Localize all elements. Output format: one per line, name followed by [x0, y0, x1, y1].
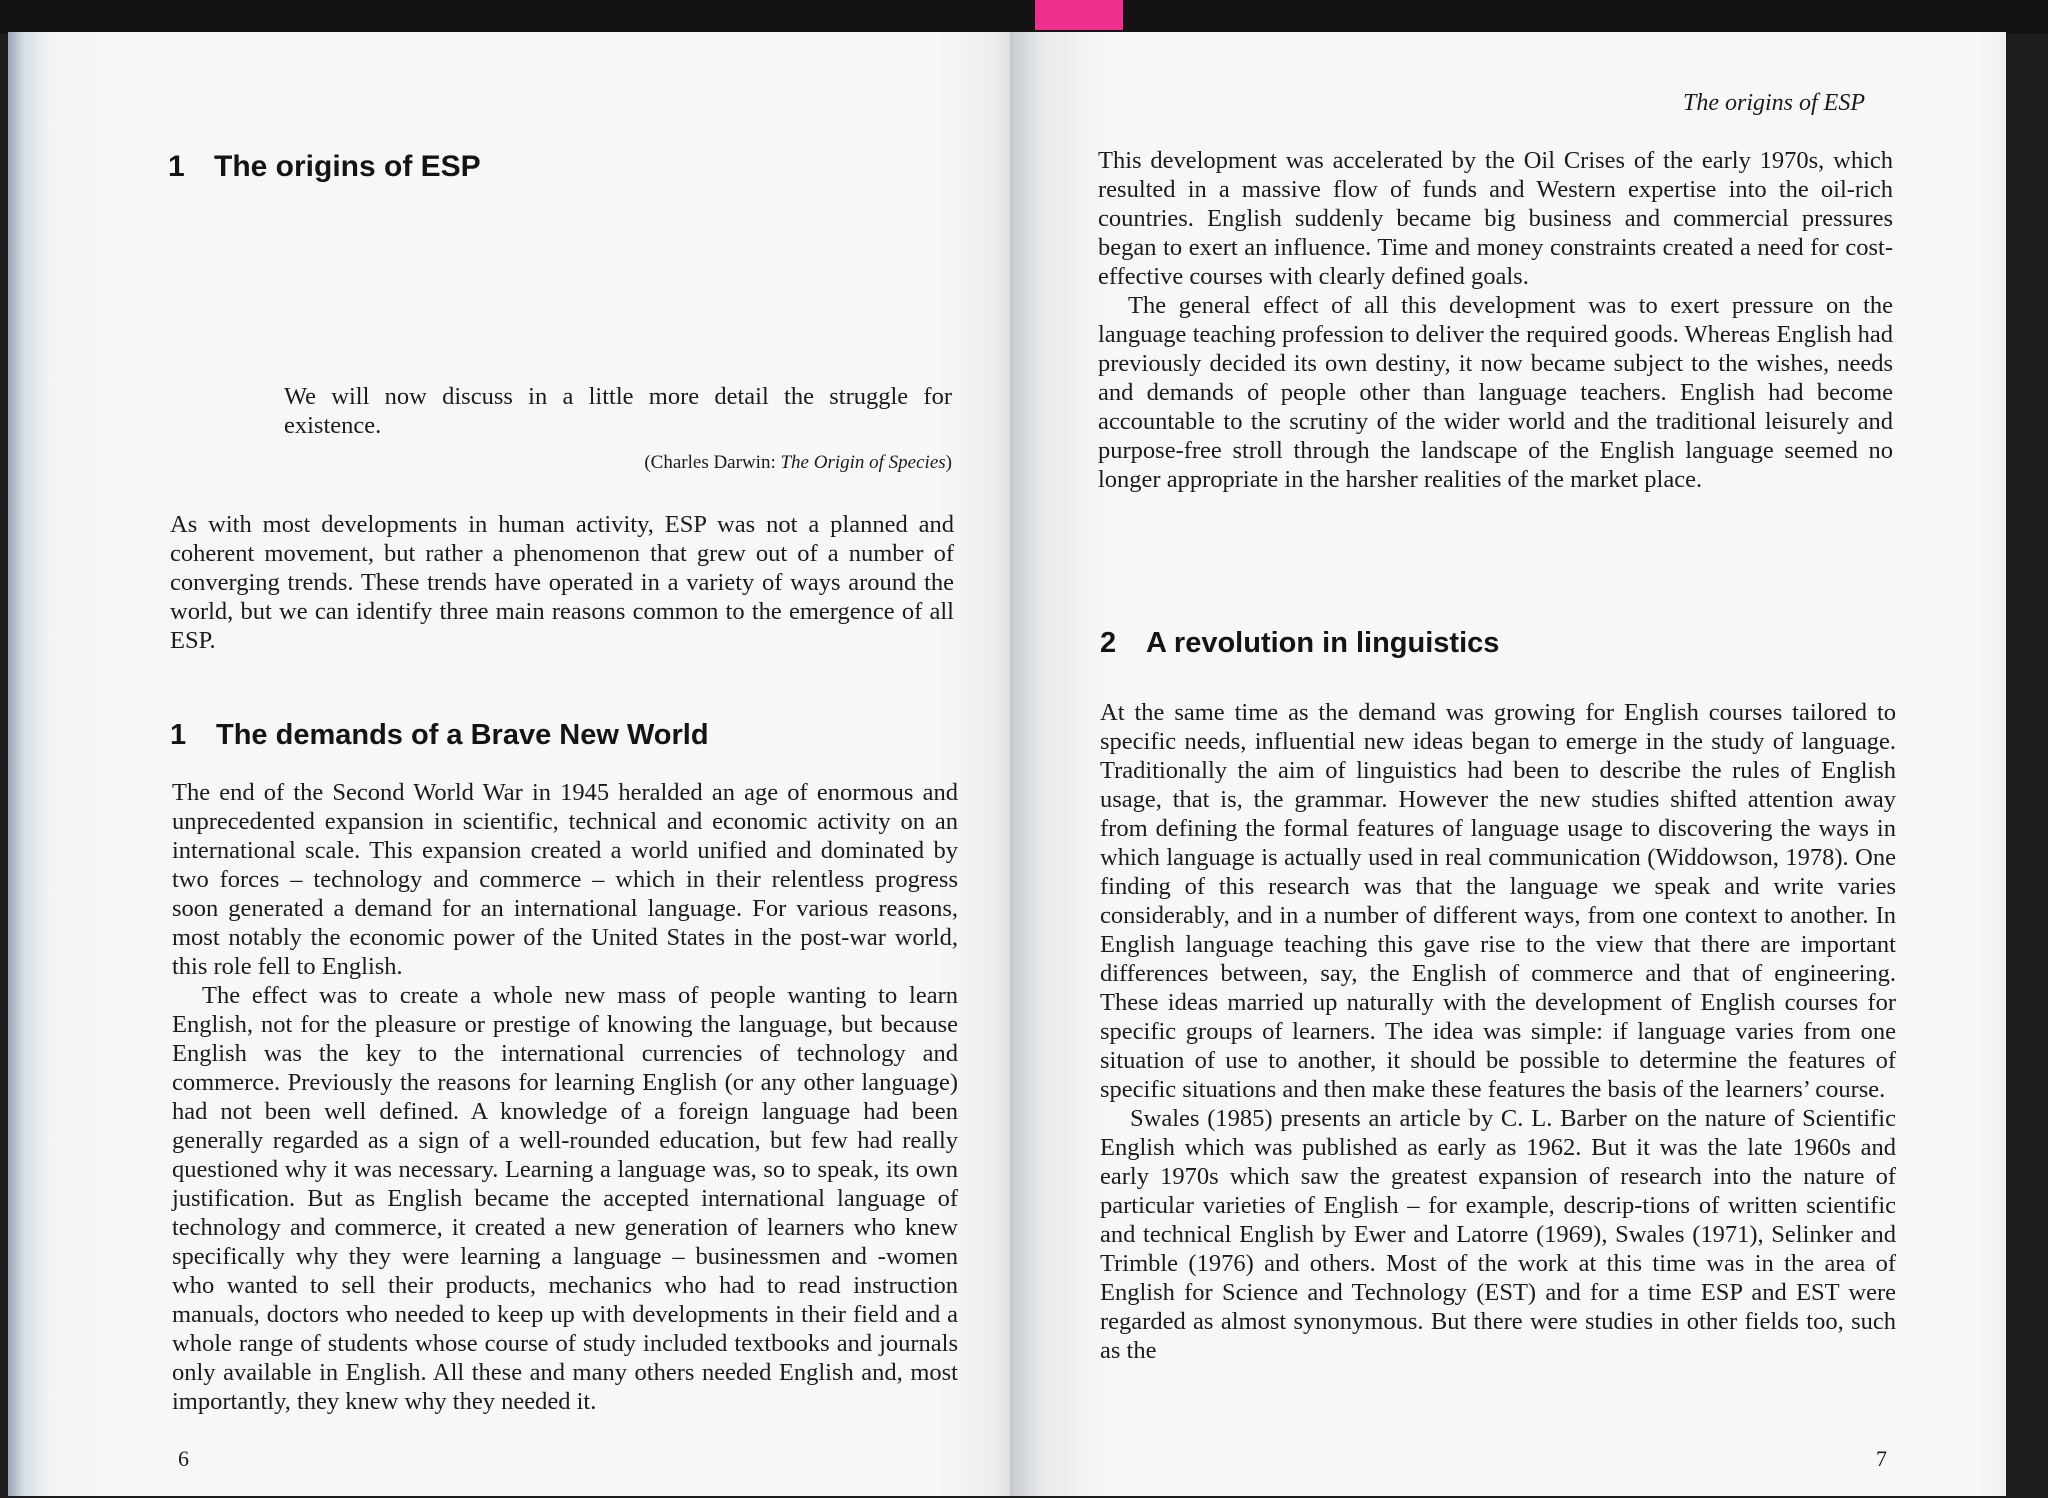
right-page — [1018, 32, 2006, 1496]
section-heading-2 — [1100, 626, 1499, 660]
page-number-left: 6 — [178, 1446, 189, 1471]
body-paragraph: This development was accelerated by the Oil Crises of the early 1970s, which resulted in a massive flow of funds and Western expertise into the oil-rich countries. English suddenly became big business and commercial pressures began to exert an influence. Time and money constraints created a need for cost-effective courses with clearly defined goals. — [1098, 147, 1893, 290]
body-paragraph: The general effect of all this development was to exert pressure on the language teaching profession to deliver the required goods. Whereas English had previously decided its own destiny, it now became subject to the wishes, needs and demands of people other than language teachers. English had become accountable to the scrutiny of the wider world and the traditional leisurely and purpose-free stroll through the landscape of the English language seemed no longer appropriate in the harsher realities of the market place. — [1098, 292, 1893, 493]
intro-paragraph: As with most developments in human activity, ESP was not a planned and coherent movement, but rather a phenomenon that grew out of a number of converging trends. These trends have operated in a variety of ways around the world, but we can identify three main reasons common to the emergence of all ESP. — [170, 511, 954, 654]
section-title: The demands of a Brave New World — [216, 719, 709, 751]
continuation-block — [1098, 146, 1893, 494]
body-paragraph: The effect was to create a whole new mass of people wanting to learn English, not for the pleasure or prestige of knowing the language, but because English was the key to the international currencies of technology and commerce. Previously the reasons for learning English (or any other language) had not been well defined. A knowledge of a foreign language had been generally regarded as a sign of a well-rounded education, but few had really questioned why it was necessary. Learning a language was, so to speak, its own justification. But as English became the accepted international language of technology and commerce, it created a new generation of learners who knew specifically why they were learning a language – businessmen and -women who wanted to sell their products, mechanics who had to read instruction manuals, doctors who needed to keep up with developments in their field and a whole range of students whose course of study included textbooks and journals only available in English. All these and many others needed English and, most importantly, they knew why they needed it. — [172, 982, 958, 1415]
section-1-body — [172, 778, 958, 1416]
epigraph-attribution — [284, 448, 952, 477]
section-2-body — [1100, 698, 1896, 1365]
running-head: The origins of ESP — [1683, 90, 1866, 116]
section-number: 2 — [1100, 627, 1117, 659]
attribution-work-title: The Origin of Species — [780, 452, 946, 473]
section-number: 1 — [170, 719, 187, 751]
body-paragraph: Swales (1985) presents an article by C. L. Barber on the nature of Scientific English which was published as early as 1962. But it was the late 1960s and early 1970s which saw the greatest expansion of research into the nature of particular varieties of English – for example, descrip-tions of written scientific and technical English by Ewer and Latorre (1969), Swales (1971), Selinker and Trimble (1976) and others. Most of the work at this time was in the area of English for Science and Technology (EST) and for a time ESP and EST were regarded as almost synonymous. But there were studies in other fields too, such as the — [1100, 1105, 1896, 1364]
intro-paragraph-block — [170, 510, 954, 655]
epigraph — [284, 382, 952, 477]
page-number-right: 7 — [1876, 1446, 1887, 1471]
pink-page-tab — [1035, 0, 1123, 30]
section-heading-1 — [170, 718, 709, 752]
attribution-author: (Charles Darwin: — [644, 452, 781, 473]
epigraph-quote: We will now discuss in a little more detail the struggle for existence. — [284, 383, 952, 439]
attribution-close: ) — [945, 452, 952, 473]
section-title: A revolution in linguistics — [1146, 627, 1500, 659]
left-page — [8, 32, 1018, 1496]
body-paragraph: The end of the Second World War in 1945 heralded an age of enormous and unprecedented expansion in scientific, technical and economic activity on an international scale. This expansion created a world unified and dominated by two forces – technology and commerce – which in their relentless progress soon generated a demand for an international language. For various reasons, most notably the economic power of the United States in the post-war world, this role fell to English. — [172, 779, 958, 980]
scanner-border — [0, 0, 2048, 34]
chapter-heading — [168, 150, 481, 184]
chapter-title: The origins of ESP — [214, 150, 481, 183]
chapter-number: 1 — [168, 150, 185, 183]
body-paragraph: At the same time as the demand was growing for English courses tailored to specific needs, influential new ideas began to emerge in the study of language. Traditionally the aim of linguistics had been to describe the rules of English usage, that is, the grammar. However the new studies shifted attention away from defining the formal features of language usage to discovering the ways in which language is actually used in real communication (Widdowson, 1978). One finding of this research was that the language we speak and write varies considerably, and in a number of different ways, from one context to another. In English language teaching this gave rise to the view that there are important differences between, say, the English of commerce and that of engineering. These ideas married up naturally with the development of English courses for specific groups of learners. The idea was simple: if language varies from one situation of use to another, it should be possible to determine the features of specific situations and then make these features the basis of the learners’ course. — [1100, 699, 1896, 1103]
